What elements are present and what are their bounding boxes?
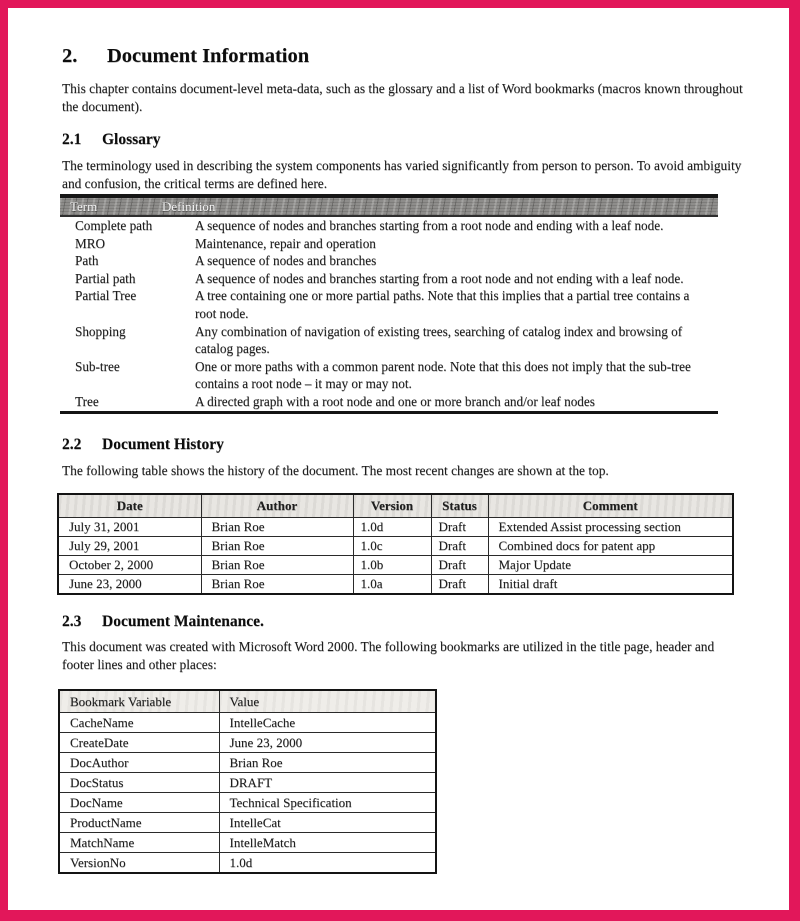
table-row bbox=[60, 287, 718, 322]
bookmark-variable-cell: MatchName bbox=[59, 833, 219, 853]
definition-cell: Maintenance, repair and operation bbox=[195, 235, 376, 251]
version-cell: 1.0c bbox=[353, 537, 431, 556]
bookmarks-table bbox=[58, 689, 437, 874]
table-row bbox=[58, 575, 733, 595]
table-row bbox=[59, 813, 436, 833]
table-row bbox=[59, 733, 436, 753]
history-header-status: Status bbox=[431, 494, 488, 518]
bookmark-variable-cell: CreateDate bbox=[59, 733, 219, 753]
bookmark-variable-cell: DocName bbox=[59, 793, 219, 813]
comment-cell: Major Update bbox=[488, 556, 733, 575]
term-cell: Shopping bbox=[75, 323, 126, 339]
bookmark-variable-cell: DocAuthor bbox=[59, 753, 219, 773]
author-cell: Brian Roe bbox=[201, 556, 353, 575]
table-row bbox=[59, 773, 436, 793]
table-header-row bbox=[58, 494, 733, 518]
glossary-header-definition: Definition bbox=[162, 198, 216, 214]
version-cell: 1.0a bbox=[353, 575, 431, 595]
table-row bbox=[60, 217, 718, 235]
history-header-author: Author bbox=[201, 494, 353, 518]
term-cell: Tree bbox=[75, 393, 99, 409]
term-cell: Path bbox=[75, 253, 99, 269]
status-cell: Draft bbox=[431, 518, 488, 537]
definition-cell: A tree containing one or more partial paths. Note that this implies that a partial tree contains a root node. bbox=[195, 288, 690, 321]
section-number: 2.3 bbox=[62, 613, 82, 631]
section-heading-glossary bbox=[62, 130, 749, 150]
bookmarks-header-variable: Bookmark Variable bbox=[59, 690, 219, 713]
term-cell: Partial path bbox=[75, 270, 136, 286]
table-row bbox=[60, 358, 718, 393]
bookmark-value-cell: June 23, 2000 bbox=[219, 733, 436, 753]
maintenance-intro: This document was created with Microsoft Word 2000. The following bookmarks are utilized in the title page, header and footer lines and other places: bbox=[62, 639, 715, 672]
table-row bbox=[60, 323, 718, 358]
page-content bbox=[8, 8, 789, 874]
bookmark-value-cell: 1.0d bbox=[219, 853, 436, 874]
comment-cell: Extended Assist processing section bbox=[488, 518, 733, 537]
date-cell: October 2, 2000 bbox=[58, 556, 201, 575]
history-header-date: Date bbox=[58, 494, 201, 518]
glossary-table bbox=[60, 194, 718, 414]
table-row bbox=[59, 853, 436, 874]
definition-cell: A directed graph with a root node and one or more branch and/or leaf nodes bbox=[195, 393, 595, 409]
bookmark-value-cell: IntelleCache bbox=[219, 713, 436, 733]
table-row bbox=[59, 713, 436, 733]
table-row bbox=[59, 793, 436, 813]
author-cell: Brian Roe bbox=[201, 518, 353, 537]
term-cell: Sub-tree bbox=[75, 358, 120, 374]
doc-info-intro: This chapter contains document-level meta-data, such as the glossary and a list of Word bookmarks (macros known throughout the document). bbox=[62, 81, 743, 114]
section-heading-document-history bbox=[62, 435, 749, 455]
bookmark-variable-cell: ProductName bbox=[59, 813, 219, 833]
status-cell: Draft bbox=[431, 556, 488, 575]
version-cell: 1.0b bbox=[353, 556, 431, 575]
bookmark-value-cell: Brian Roe bbox=[219, 753, 436, 773]
table-row bbox=[60, 393, 718, 411]
glossary-table-header bbox=[60, 194, 718, 217]
history-header-comment: Comment bbox=[488, 494, 733, 518]
author-cell: Brian Roe bbox=[201, 575, 353, 595]
table-row bbox=[60, 235, 718, 253]
comment-cell: Combined docs for patent app bbox=[488, 537, 733, 556]
date-cell: June 23, 2000 bbox=[58, 575, 201, 595]
bookmark-value-cell: IntelleCat bbox=[219, 813, 436, 833]
bookmark-variable-cell: DocStatus bbox=[59, 773, 219, 793]
date-cell: July 31, 2001 bbox=[58, 518, 201, 537]
table-row bbox=[58, 518, 733, 537]
table-row bbox=[60, 252, 718, 270]
definition-cell: A sequence of nodes and branches starting from a root node and ending with a leaf node. bbox=[195, 218, 664, 233]
date-cell: July 29, 2001 bbox=[58, 537, 201, 556]
bookmark-variable-cell: CacheName bbox=[59, 713, 219, 733]
section-heading-document-maintenance bbox=[62, 612, 749, 632]
bookmark-value-cell: IntelleMatch bbox=[219, 833, 436, 853]
glossary-intro: The terminology used in describing the system components has varied significantly from person to person. To avoid ambiguity and confusion, the critical terms are defined here. bbox=[62, 158, 742, 191]
section-title: Document History bbox=[102, 435, 224, 453]
table-row bbox=[59, 833, 436, 853]
section-title: Document Information bbox=[107, 45, 310, 67]
term-cell: Complete path bbox=[75, 218, 153, 233]
table-row bbox=[60, 270, 718, 288]
bookmark-value-cell: Technical Specification bbox=[219, 793, 436, 813]
bookmark-value-cell: DRAFT bbox=[219, 773, 436, 793]
bookmarks-header-value: Value bbox=[219, 690, 436, 713]
table-header-row bbox=[59, 690, 436, 713]
section-number: 2.1 bbox=[62, 131, 82, 148]
table-row bbox=[58, 556, 733, 575]
definition-cell: Any combination of navigation of existing trees, searching of catalog index and browsing of catalog pages. bbox=[195, 323, 683, 357]
glossary-header-term: Term bbox=[70, 198, 98, 214]
history-header-version: Version bbox=[353, 494, 431, 518]
term-cell: MRO bbox=[75, 235, 106, 251]
version-cell: 1.0d bbox=[353, 518, 431, 537]
status-cell: Draft bbox=[431, 575, 488, 595]
author-cell: Brian Roe bbox=[201, 537, 353, 556]
section-number: 2.2 bbox=[62, 435, 82, 453]
table-row bbox=[58, 537, 733, 556]
term-cell: Partial Tree bbox=[75, 288, 137, 304]
section-heading-document-information bbox=[62, 44, 749, 68]
table-row bbox=[59, 753, 436, 773]
status-cell: Draft bbox=[431, 537, 488, 556]
definition-cell: One or more paths with a common parent node. Note that this does not imply that the sub-tree contains a root node – it may or may not. bbox=[195, 358, 691, 392]
definition-cell: A sequence of nodes and branches bbox=[195, 253, 377, 269]
section-number: 2. bbox=[62, 45, 78, 67]
section-title: Glossary bbox=[102, 131, 161, 148]
history-table bbox=[57, 493, 734, 595]
definition-cell: A sequence of nodes and branches starting from a root node and not ending with a leaf node. bbox=[195, 270, 684, 286]
section-title: Document Maintenance. bbox=[102, 613, 264, 631]
bookmark-variable-cell: VersionNo bbox=[59, 853, 219, 874]
comment-cell: Initial draft bbox=[488, 575, 733, 595]
history-intro: The following table shows the history of the document. The most recent changes are shown at the top. bbox=[62, 462, 609, 478]
